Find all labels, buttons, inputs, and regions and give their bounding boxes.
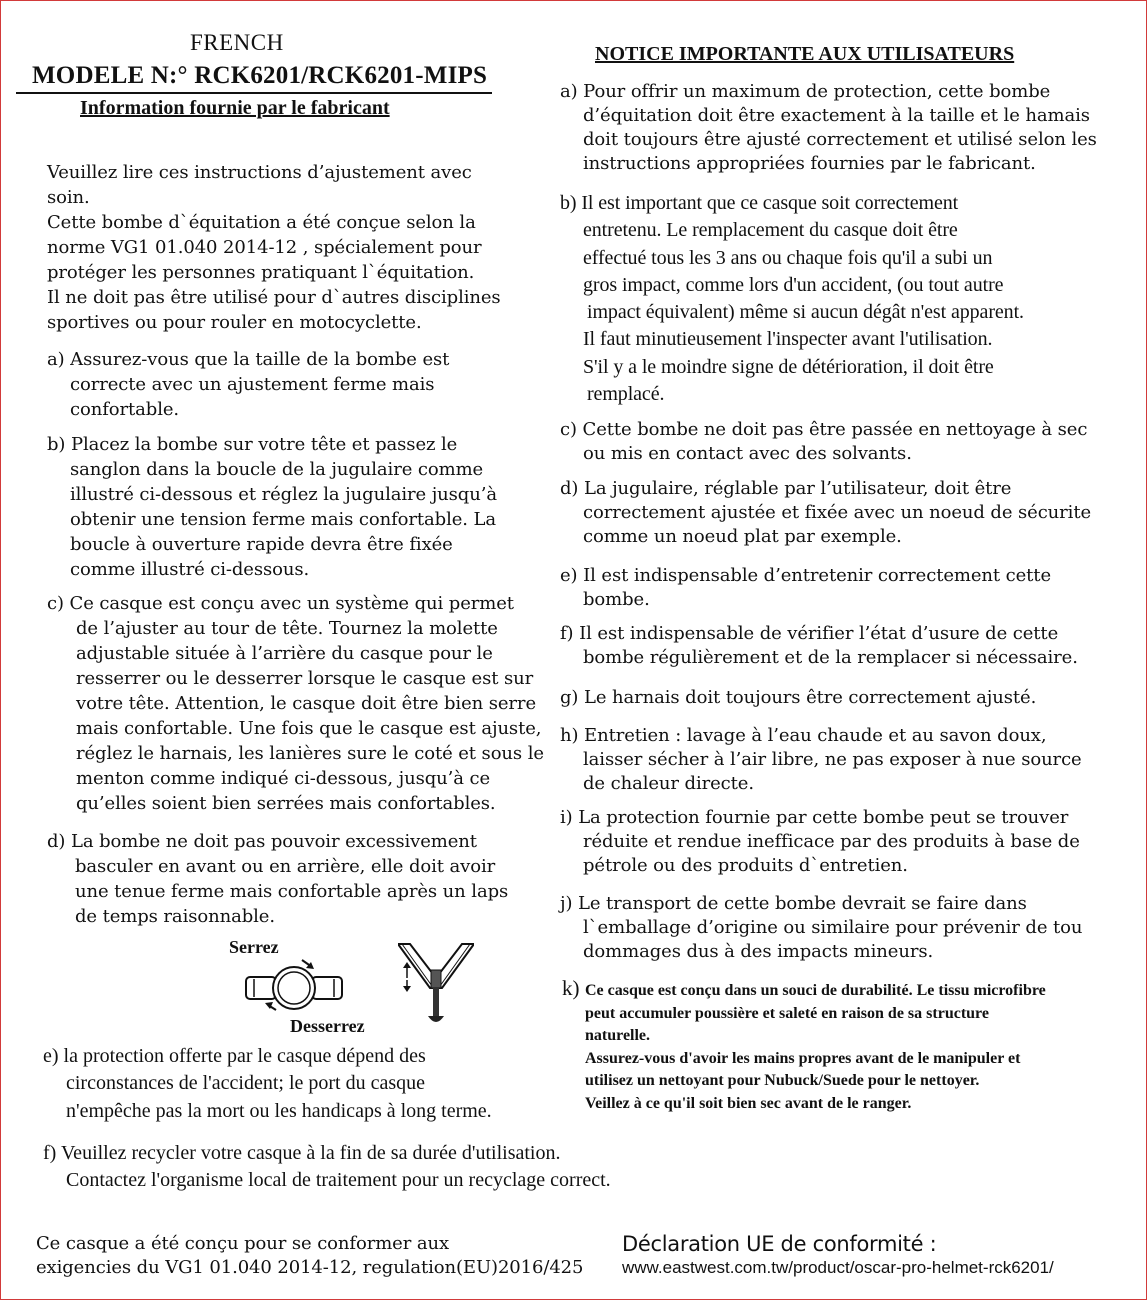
- intro-line: soin.: [47, 187, 90, 208]
- item-line: de temps raisonnable.: [75, 906, 275, 927]
- item-line: instructions appropriées fournies par le fabricant.: [583, 153, 1036, 174]
- item-line: circonstances de l'accident; le port du casque: [66, 1072, 426, 1095]
- left-item-e: [43, 1043, 563, 1125]
- notice-heading: NOTICE IMPORTANTE AUX UTILISATEURS: [595, 43, 1015, 65]
- item-line: réglez le harnais, les lanières sure le coté et sous le: [76, 743, 544, 764]
- item-line: peut accumuler poussière et saleté en raison de sa structure: [585, 1004, 989, 1022]
- item-line: c) Ce casque est conçu avec un système qui permet: [47, 593, 514, 614]
- right-item-d: [560, 477, 1120, 549]
- item-line: n'empêche pas la mort ou les handicaps à long terme.: [66, 1099, 492, 1122]
- item-line: illustré ci-dessous et réglez la jugulaire jusqu’à: [70, 484, 497, 505]
- item-line: sanglon dans la boucle de la jugulaire comme: [70, 459, 484, 480]
- item-line: l`emballage d’origine ou similaire pour prévenir de tou: [583, 917, 1083, 938]
- item-line: dommages dus à des impacts mineurs.: [583, 941, 934, 962]
- right-item-h: [560, 724, 1120, 796]
- right-item-k-label: k): [562, 976, 580, 1000]
- item-line: b) Il est important que ce casque soit correctement: [560, 192, 959, 214]
- right-item-a: [560, 80, 1120, 176]
- item-line: entretenu. Le remplacement du casque doit être: [583, 219, 958, 242]
- item-line: réduite et rendue inefficace par des produits à base de: [583, 831, 1080, 852]
- item-line: basculer en avant ou en arrière, elle doit avoir: [75, 856, 496, 877]
- item-line: votre tête. Attention, le casque doit être bien serre: [76, 693, 536, 714]
- item-line: naturelle.: [585, 1027, 651, 1044]
- intro-line: sportives ou pour rouler en motocyclette.: [47, 312, 422, 333]
- item-line: confortable.: [70, 399, 180, 420]
- item-line: pétrole ou des produits d`entretien.: [583, 855, 908, 876]
- item-line: c) Cette bombe ne doit pas être passée en nettoyage à sec: [560, 419, 1088, 440]
- model-number: MODELE N:° RCK6201/RCK6201-MIPS: [32, 62, 488, 89]
- item-line: Veillez à ce qu'il soit bien sec avant de le ranger.: [585, 1094, 912, 1112]
- right-item-c: [560, 418, 1120, 466]
- item-line: qu’elles soient bien serrées mais confortables.: [76, 793, 496, 814]
- item-line: a) Assurez-vous que la taille de la bombe est: [47, 349, 450, 370]
- item-line: ou mis en contact avec des solvants.: [583, 443, 912, 464]
- right-item-b: [560, 190, 1120, 408]
- item-line: utilisez un nettoyant pour Nubuck/Suede pour le nettoyer.: [585, 1072, 980, 1089]
- item-line: b) Placez la bombe sur votre tête et passez le: [47, 434, 458, 455]
- item-line: de chaleur directe.: [583, 773, 754, 794]
- item-line: menton comme indiqué ci-dessous, jusqu’à ce: [76, 768, 491, 789]
- manufacturer-info-heading: Information fournie par le fabricant: [80, 97, 390, 119]
- serrez-label: Serrez: [229, 937, 279, 957]
- left-item-d: [47, 829, 552, 929]
- right-item-j: [560, 892, 1120, 964]
- right-item-i: [560, 806, 1120, 878]
- intro-paragraph: [47, 160, 552, 335]
- item-line: correcte avec un ajustement ferme mais: [70, 374, 435, 395]
- item-line: mais confortable. Une fois que le casque est ajuste,: [76, 718, 542, 739]
- left-item-b: [47, 432, 552, 582]
- desserrez-label: Desserrez: [290, 1016, 365, 1036]
- right-item-e: [560, 564, 1120, 612]
- item-line: d’équitation doit être exactement à la taille et le hamais: [583, 105, 1090, 126]
- item-line: d) La jugulaire, réglable par l’utilisateur, doit être: [560, 478, 1012, 499]
- item-line: de l’ajuster au tour de tête. Tournez la molette: [76, 618, 498, 639]
- item-line: Il faut minutieusement l'inspecter avant l'utilisation.: [583, 328, 993, 351]
- item-line: laisser sécher à l’air libre, ne pas exposer à nue source: [583, 749, 1082, 770]
- item-line: i) La protection fournie par cette bombe peut se trouver: [560, 807, 1069, 828]
- item-line: une tenue ferme mais confortable après un laps: [75, 881, 509, 902]
- item-line: obtenir une tension ferme mais confortable. La: [70, 509, 497, 530]
- item-line: Contactez l'organisme local de traitement pour un recyclage correct.: [66, 1169, 611, 1192]
- language-label: FRENCH: [190, 30, 284, 55]
- left-item-f: [43, 1140, 743, 1195]
- conformity-statement: [36, 1232, 583, 1280]
- item-line: e) Il est indispensable d’entretenir correctement cette: [560, 565, 1051, 586]
- item-line: g) Le harnais doit toujours être correctement ajusté.: [560, 687, 1037, 708]
- chin-strap-icon: [398, 942, 474, 1028]
- item-line: correctement ajustée et fixée avec un noeud de sécurite: [583, 502, 1092, 523]
- item-line: adjustable située à l’arrière du casque pour le: [76, 643, 493, 664]
- left-item-a: [47, 347, 552, 422]
- item-line: gros impact, comme lors d'un accident, (ou tout autre: [583, 273, 1004, 296]
- item-line: Ce casque est conçu dans un souci de durabilité. Le tissu microfibre: [585, 982, 1046, 999]
- item-line: comme illustré ci-dessous.: [70, 559, 310, 580]
- intro-line: protéger les personnes pratiquant l`équitation.: [47, 262, 475, 283]
- conformity-line: exigencies du VG1 01.040 2014-12, regulation(EU)2016/425: [36, 1257, 584, 1278]
- item-line: j) Le transport de cette bombe devrait se faire dans: [560, 893, 1027, 914]
- conformity-line: Ce casque a été conçu pour se conformer aux: [36, 1233, 450, 1254]
- item-line: e) la protection offerte par le casque dépend des: [43, 1045, 426, 1067]
- item-line: S'il y a le moindre signe de détérioration, il doit être: [583, 355, 994, 378]
- right-item-f: [560, 622, 1120, 670]
- item-line: effectué tous les 3 ans ou chaque fois qu'il a subi un: [583, 246, 993, 269]
- adjustment-dial-icon: [240, 955, 350, 1020]
- item-line: Assurez-vous d'avoir les mains propres avant de le manipuler et: [585, 1049, 1021, 1067]
- intro-line: Veuillez lire ces instructions d’ajustement avec: [47, 162, 472, 183]
- item-line: resserrer ou le desserrer lorsque le casque est sur: [76, 668, 534, 689]
- item-line: bombe régulièrement et de la remplacer si nécessaire.: [583, 647, 1078, 668]
- item-line: h) Entretien : lavage à l’eau chaude et au savon doux,: [560, 725, 1047, 746]
- model-underline: [16, 92, 492, 94]
- right-item-g: [560, 686, 1120, 710]
- item-line: f) Veuillez recycler votre casque à la fin de sa durée d'utilisation.: [43, 1142, 561, 1164]
- item-line: comme un noeud plat par exemple.: [583, 526, 902, 547]
- item-line: bombe.: [583, 589, 650, 610]
- item-line: impact équivalent) même si aucun dégât n'est apparent.: [587, 301, 1024, 324]
- intro-line: Il ne doit pas être utilisé pour d`autres disciplines: [47, 287, 501, 308]
- eu-declaration-url[interactable]: www.eastwest.com.tw/product/oscar-pro-helmet-rck6201/: [622, 1258, 1054, 1277]
- item-line: remplacé.: [587, 383, 665, 406]
- item-line: f) Il est indispensable de vérifier l’état d’usure de cette: [560, 623, 1059, 644]
- intro-line: Cette bombe d`équitation a été conçue selon la: [47, 212, 476, 233]
- item-line: boucle à ouverture rapide devra être fixée: [70, 534, 453, 555]
- intro-line: norme VG1 01.040 2014-12 , spécialement pour: [47, 237, 482, 258]
- item-line: d) La bombe ne doit pas pouvoir excessivement: [47, 831, 477, 852]
- right-item-k: [585, 980, 1140, 1115]
- left-item-c: [47, 591, 557, 816]
- item-line: doit toujours être ajusté correctement et utilisé selon les: [583, 129, 1097, 150]
- item-line: a) Pour offrir un maximum de protection, cette bombe: [560, 81, 1051, 102]
- eu-declaration-title: Déclaration UE de conformité :: [622, 1232, 937, 1256]
